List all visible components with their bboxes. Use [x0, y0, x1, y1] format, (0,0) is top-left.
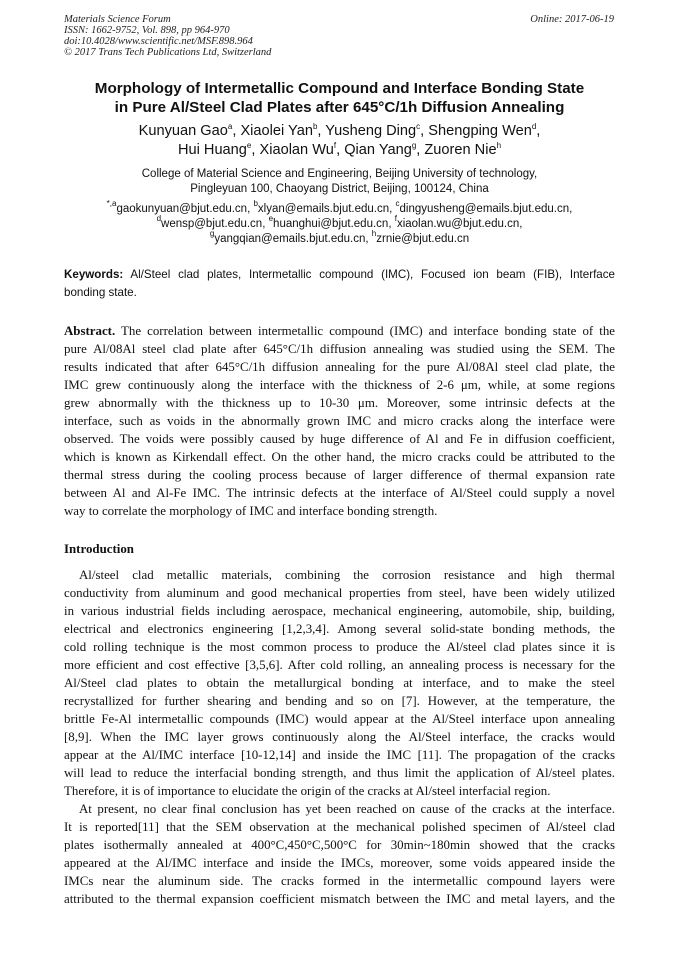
author-name: Zuoren Nie	[424, 142, 497, 158]
email-line-1: $^{*,a}$gaokunyuan@bjut.edu.cn, $^b$xlyan@emails.bjut.edu.cn, $^c$dingyusheng@emails.bjut.edu.cn,	[106, 199, 573, 215]
doi-line: doi:10.4028/www.scientific.net/MSF.898.964	[64, 36, 253, 47]
body-line: Al/Steel clad plates to obtain the metallurgical bonding at interface, and to make the steel	[64, 676, 615, 690]
affiliation	[64, 167, 615, 197]
abstract-line: interface, such as voids in the abnormally grown IMC and micro cracks along the interface were	[64, 414, 615, 428]
body-line: [8,9]. When the IMC layer grows continuously along the Al/Steel interface, the cracks would	[64, 730, 615, 744]
email-sup: h	[371, 229, 377, 238]
section-heading-introduction: Introduction	[64, 542, 134, 556]
email-sup: e	[268, 214, 274, 223]
author-sup: d	[531, 122, 537, 131]
email-list	[64, 199, 615, 247]
body-line: At present, no clear final conclusion has yet been reached on cause of the cracks at the interface.	[79, 802, 615, 816]
author-name: Yusheng Ding	[325, 123, 417, 139]
email-line-3: $^g$yangqian@emails.bjut.edu.cn, $^h$zrnie@bjut.edu.cn	[209, 229, 470, 245]
body-line: Al/steel clad metallic materials, combining the corrosion resistance and high thermal	[79, 568, 615, 582]
author-sup: b	[312, 122, 318, 131]
issn-line: ISSN: 1662-9752, Vol. 898, pp 964-970	[64, 25, 230, 36]
body-line: attributed to the thermal expansion coefficient mismatch between the IMC and metal layers, and the	[64, 892, 615, 906]
body-line: conductivity from aluminum and good mechanical properties from steel, have been widely utilized	[64, 586, 615, 600]
email-link[interactable]: dingyusheng@emails.bjut.edu.cn	[399, 203, 570, 215]
email-sup: f	[394, 214, 397, 223]
email-link[interactable]: zrnie@bjut.edu.cn	[376, 233, 470, 245]
abstract-line: which is known as Kirkendall effect. On the other hand, the micro cracks could be attributed to the	[64, 450, 615, 464]
paragraph	[64, 800, 615, 908]
affiliation-line-1: College of Material Science and Engineering, Beijing University of technology,	[141, 168, 538, 180]
author-name: Xiaolan Wu	[259, 142, 334, 158]
keywords-label: Keywords:	[64, 268, 124, 281]
title-line-2: in Pure Al/Steel Clad Plates after 645°C/1h Diffusion Annealing	[114, 99, 565, 116]
email-link[interactable]: yangqian@emails.bjut.edu.cn	[214, 233, 366, 245]
abstract-line: results indicated that after 645°C/1h diffusion annealing for the pure Al/08Al steel clad plate, the	[64, 360, 615, 374]
email-link[interactable]: wensp@bjut.edu.cn	[161, 218, 263, 230]
body-line: It is reported[11] that the SEM observation at the mechanical polished specimen of Al/steel clad	[64, 820, 615, 834]
body-line: Therefore, it is of importance to elucidate the origin of the cracks at Al/steel interfacial region.	[64, 784, 551, 798]
abstract-label: Abstract.	[64, 324, 116, 338]
body-line: will lead to reduce the interfacial bonding strength, and thus limit the application of Al/steel plates.	[64, 766, 615, 780]
author-list	[64, 122, 615, 160]
introduction-body	[64, 566, 615, 908]
keywords-text: Al/Steel clad plates, Intermetallic compound (IMC), Focused ion beam (FIB), Interface	[123, 268, 615, 281]
paragraph	[64, 566, 615, 800]
email-sup: *,a	[106, 199, 117, 208]
body-line: brittle Fe-Al intermetallic compounds (IMC) would appear at the Al/Steel interface upon annealing	[64, 712, 615, 726]
abstract-line: IMC grew continuously along the interface with the thickness of 2-6 μm, while, at some regions	[64, 378, 615, 392]
journal-header	[64, 14, 271, 58]
author-sup: g	[411, 141, 417, 150]
email-sup: g	[209, 229, 215, 238]
abstract	[64, 322, 615, 520]
body-line: plates isothermally annealed at 400°C,450°C,500°C for 30min~180min showed that the cracks	[64, 838, 615, 852]
abstract-line: between Al and Al-Fe IMC. The intrinsic defects at the interface of Al/Steel could supply a novel	[64, 486, 615, 500]
author-name: Kunyuan Gao	[138, 123, 228, 139]
paper-title	[64, 79, 615, 117]
author-sup: e	[246, 141, 252, 150]
email-link[interactable]: huanghui@bjut.edu.cn	[273, 218, 389, 230]
body-line: more efficient and cost effective [3,5,6]. After cold rolling, an annealing process is necessary for the	[64, 658, 615, 672]
keywords	[64, 266, 615, 302]
online-date: Online: 2017-06-19	[530, 14, 614, 25]
body-line: cold rolling technique is the most common process to produce the Al/steel clad plates since it is	[64, 640, 615, 654]
copyright-line: © 2017 Trans Tech Publications Ltd, Switzerland	[64, 47, 272, 58]
body-line: in various industrial fields including aerospace, mechanical engineering, automobile, ship, building,	[64, 604, 615, 618]
author-name: Qian Yang	[344, 142, 412, 158]
abstract-line: grew abnormally with the thickness up to 10-30 μm. Moreover, some intrinsic defects at the	[64, 396, 615, 410]
author-sup: c	[416, 122, 421, 131]
body-line: appeared at the Al/IMC interface and inside the IMCs, moreover, some voids appeared inside the	[64, 856, 615, 870]
abstract-line: thermal stress during the cooling process because of larger difference of thermal expansion rate	[64, 468, 615, 482]
email-sup: d	[156, 214, 162, 223]
author-line-2: Hui Huang$^e$, Xiaolan Wu$^f$, Qian Yang$^g$, Zuoren Nie$^h$	[177, 141, 502, 158]
email-sup: b	[253, 199, 258, 208]
abstract-line: pure Al/08Al steel clad plate after 645°C/1h diffusion annealing was studied using the SEM. The	[64, 342, 615, 356]
author-name: Shengping Wen	[428, 123, 532, 139]
affiliation-line-2: Pingleyuan 100, Chaoyang District, Beijing, 100124, China	[190, 183, 489, 195]
email-sup: c	[395, 199, 400, 208]
body-line: electrical and electronics engineering [1,2,3,4]. Among several solid-state bonding methods, the	[64, 622, 615, 636]
abstract-line: way to correlate the morphology of IMC and interface bonding strength.	[64, 504, 438, 518]
email-line-2: $^d$wensp@bjut.edu.cn, $^e$huanghui@bjut.edu.cn, $^f$xiaolan.wu@bjut.edu.cn,	[156, 214, 523, 230]
author-sup: a	[227, 122, 233, 131]
body-line: appear at the Al/IMC interface [10-12,14] and inside the IMC [11]. The propagation of the cracks	[64, 748, 615, 762]
author-line-1: Kunyuan Gao$^a$, Xiaolei Yan$^b$, Yusheng Ding$^c$, Shengping Wen$^d$,	[138, 122, 541, 139]
journal-name: Materials Science Forum	[64, 14, 171, 25]
email-link[interactable]: xlyan@emails.bjut.edu.cn	[257, 203, 390, 215]
author-sup: h	[496, 141, 502, 150]
author-sup: f	[333, 141, 337, 150]
body-line: recrystallized for further shearing and bending and so on [7]. However, at the temperature, the	[64, 694, 615, 708]
abstract-line: The correlation between intermetallic compound (IMC) and interface bonding state of the	[115, 324, 615, 338]
title-line-1: Morphology of Intermetallic Compound and Interface Bonding State	[94, 80, 585, 97]
email-link[interactable]: gaokunyuan@bjut.edu.cn	[116, 203, 248, 215]
body-line: IMCs near the aluminum side. The cracks formed in the intermetallic compound layers were	[64, 874, 615, 888]
email-link[interactable]: xiaolan.wu@bjut.edu.cn	[396, 218, 520, 230]
keywords-text-cont: bonding state.	[64, 286, 137, 299]
author-name: Hui Huang	[177, 142, 247, 158]
author-name: Xiaolei Yan	[240, 123, 313, 139]
abstract-line: observed. The voids were possibly caused by huge difference of Al and Fe in diffusion coefficient,	[64, 432, 615, 446]
